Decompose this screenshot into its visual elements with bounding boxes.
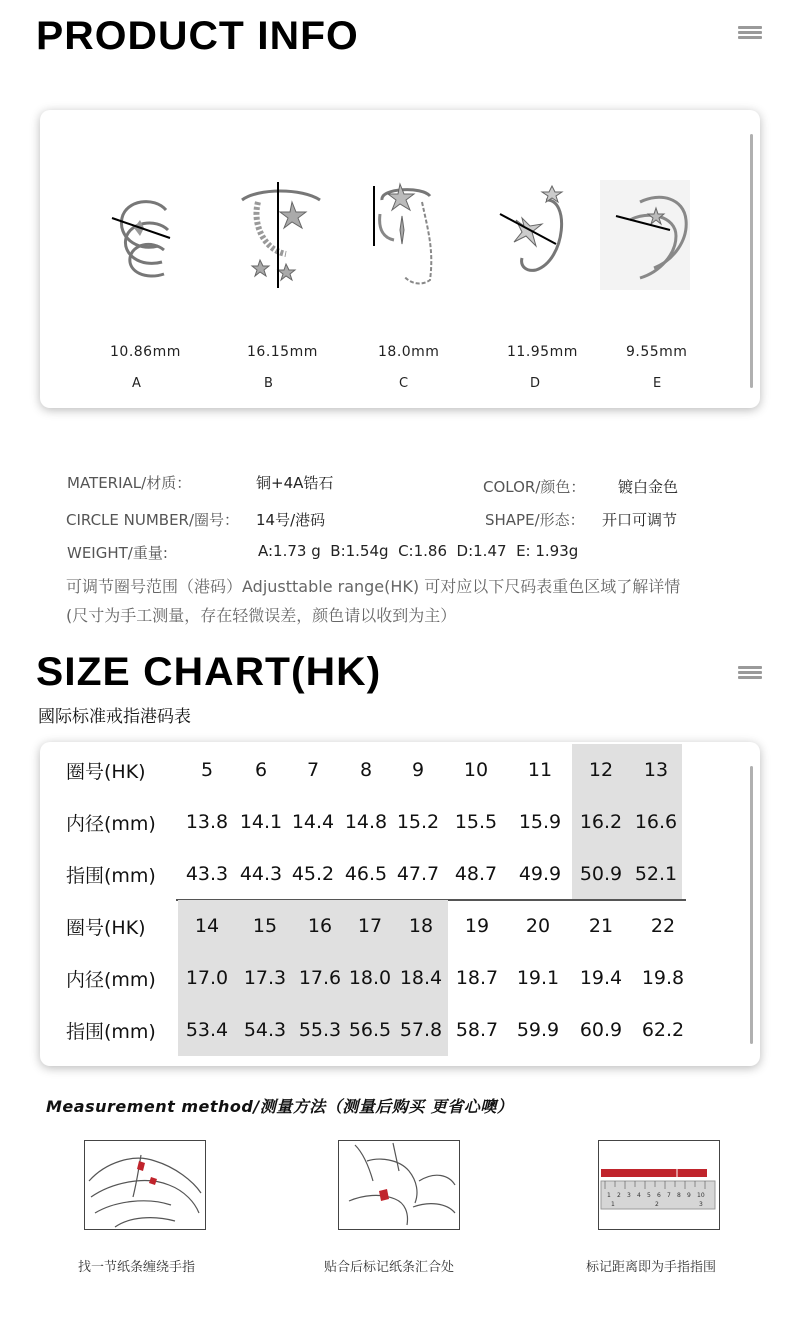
ruler-number: 2 xyxy=(617,1192,621,1199)
ring-d-letter: D xyxy=(530,376,541,391)
table-cell: 15 xyxy=(236,900,294,952)
row-label-hk: 圈号(HK) xyxy=(66,760,146,783)
table-cell: 44.3 xyxy=(239,863,283,885)
table-cell: 14.8 xyxy=(344,811,388,833)
table-cell: 60.9 xyxy=(579,1019,623,1041)
row-label-inner: 内径(mm) xyxy=(66,968,156,991)
table-row xyxy=(64,848,682,900)
table-cell: 50.9 xyxy=(572,848,630,900)
product-card xyxy=(40,110,760,408)
product-info-title: PRODUCT INFO xyxy=(36,14,359,58)
table-cell: 17.0 xyxy=(178,952,236,1004)
ring-d-image xyxy=(496,180,580,290)
table-cell: 19.8 xyxy=(641,967,685,989)
table-cell: 14.1 xyxy=(239,811,283,833)
size-table-block-2 xyxy=(64,900,694,1056)
table-cell: 21 xyxy=(588,915,614,937)
table-cell: 45.2 xyxy=(291,863,335,885)
table-cell: 48.7 xyxy=(454,863,498,885)
measurement-title: Measurement method/测量方法（测量后购买 更省心噢） xyxy=(46,1097,514,1116)
menu-icon[interactable] xyxy=(738,666,762,681)
table-row xyxy=(64,744,682,796)
row-label-inner: 内径(mm) xyxy=(66,812,156,835)
row-label-circ: 指围(mm) xyxy=(66,1020,156,1043)
table-cell: 13.8 xyxy=(185,811,229,833)
ring-b-image xyxy=(238,180,322,290)
table-cell: 59.9 xyxy=(516,1019,560,1041)
material-value: 铜+4A锆石 xyxy=(256,474,334,492)
table-cell: 55.3 xyxy=(294,1004,346,1056)
step-1-caption: 找一节纸条缠绕手指 xyxy=(78,1260,196,1275)
size-chart-title: SIZE CHART(HK) xyxy=(36,650,382,694)
ring-c-letter: C xyxy=(399,376,409,391)
table-cell: 14.4 xyxy=(291,811,335,833)
table-cell: 46.5 xyxy=(344,863,388,885)
table-cell: 18.0 xyxy=(346,952,394,1004)
table-cell: 15.9 xyxy=(518,811,562,833)
ring-d-size: 11.95mm xyxy=(507,344,578,360)
table-cell: 19.4 xyxy=(579,967,623,989)
table-row xyxy=(64,796,682,848)
circle-number-label: CIRCLE NUMBER/圈号： xyxy=(66,511,240,529)
weight-label: WEIGHT/重量: xyxy=(67,544,168,562)
material-label: MATERIAL/材质： xyxy=(67,474,192,492)
ring-c-image xyxy=(364,180,448,290)
table-cell: 15.2 xyxy=(396,811,440,833)
size-chart-subtitle: 國际标准戒指港码表 xyxy=(38,707,191,727)
ruler-number: 8 xyxy=(677,1192,681,1199)
ruler-number: 4 xyxy=(637,1192,641,1199)
scrollbar[interactable] xyxy=(750,134,753,388)
weight-value: A:1.73 g B:1.54g C:1.86 D:1.47 E: 1.93g xyxy=(258,542,579,560)
row-label-circ: 指围(mm) xyxy=(66,864,156,887)
table-cell: 56.5 xyxy=(346,1004,394,1056)
table-row xyxy=(64,1004,694,1056)
ring-b-size: 16.15mm xyxy=(247,344,318,360)
table-cell: 47.7 xyxy=(396,863,440,885)
step-2-caption: 贴合后标记纸条汇合处 xyxy=(324,1260,455,1275)
hand-wrap-icon xyxy=(85,1141,205,1229)
table-cell: 20 xyxy=(525,915,551,937)
menu-icon[interactable] xyxy=(738,26,762,41)
table-cell: 52.1 xyxy=(630,848,682,900)
table-cell: 14 xyxy=(178,900,236,952)
table-cell: 11 xyxy=(527,759,553,781)
shape-label: SHAPE/形态： xyxy=(485,511,585,529)
table-cell: 22 xyxy=(650,915,676,937)
ruler-icon xyxy=(599,1141,719,1229)
ring-a-size: 10.86mm xyxy=(110,344,181,360)
step-2-illustration xyxy=(338,1140,460,1230)
ruler-number: 5 xyxy=(647,1192,651,1199)
table-cell: 7 xyxy=(306,759,320,781)
color-value: 镀白金色 xyxy=(618,478,679,496)
table-cell: 18 xyxy=(394,900,448,952)
table-cell: 43.3 xyxy=(185,863,229,885)
table-row xyxy=(64,952,694,1004)
ruler-number: 3 xyxy=(699,1201,703,1208)
table-cell: 54.3 xyxy=(236,1004,294,1056)
table-cell: 12 xyxy=(572,744,630,796)
table-cell: 16.6 xyxy=(630,796,682,848)
step-1-illustration xyxy=(84,1140,206,1230)
ring-b-letter: B xyxy=(264,376,273,391)
step-3-illustration xyxy=(598,1140,720,1230)
table-cell: 53.4 xyxy=(178,1004,236,1056)
table-cell: 17.6 xyxy=(294,952,346,1004)
size-table-block-1 xyxy=(64,744,682,900)
ring-e-letter: E xyxy=(653,376,662,391)
ring-c-size: 18.0mm xyxy=(378,344,440,360)
table-cell: 5 xyxy=(200,759,214,781)
adjustable-range-note: 可调节圈号范围（港码）Adjusttable range(HK) 可对应以下尺码表重色区域了解详情 xyxy=(66,577,681,596)
ring-e-size: 9.55mm xyxy=(626,344,688,360)
table-cell: 49.9 xyxy=(518,863,562,885)
table-cell: 15.5 xyxy=(454,811,498,833)
ring-a-letter: A xyxy=(132,376,141,391)
table-cell: 9 xyxy=(411,759,425,781)
table-cell: 6 xyxy=(254,759,268,781)
table-cell: 62.2 xyxy=(641,1019,685,1041)
measurement-disclaimer: (尺寸为手工测量，存在轻微误差，颜色请以收到为主） xyxy=(66,606,457,625)
scrollbar[interactable] xyxy=(750,766,753,1044)
ring-e-image xyxy=(600,180,690,290)
ruler-number: 10 xyxy=(697,1192,705,1199)
ruler-number: 6 xyxy=(657,1192,661,1199)
table-cell: 17 xyxy=(346,900,394,952)
ruler-number: 7 xyxy=(667,1192,671,1199)
table-cell: 16 xyxy=(294,900,346,952)
ruler-number: 1 xyxy=(607,1192,611,1199)
table-row xyxy=(64,900,694,952)
row-label-hk: 圈号(HK) xyxy=(66,916,146,939)
table-cell: 19 xyxy=(464,915,490,937)
ruler-number: 2 xyxy=(655,1201,659,1208)
table-cell: 19.1 xyxy=(516,967,560,989)
ruler-number: 1 xyxy=(611,1201,615,1208)
shape-value: 开口可调节 xyxy=(602,511,678,529)
circle-number-value: 14号/港码 xyxy=(256,511,326,529)
table-cell: 10 xyxy=(463,759,489,781)
ruler-number: 9 xyxy=(687,1192,691,1199)
table-cell: 18.7 xyxy=(455,967,499,989)
step-3-caption: 标记距离即为手指指围 xyxy=(586,1260,717,1275)
ring-a-image xyxy=(106,180,190,290)
color-label: COLOR/颜色： xyxy=(483,478,586,496)
table-cell: 13 xyxy=(630,744,682,796)
table-cell: 17.3 xyxy=(236,952,294,1004)
table-cell: 16.2 xyxy=(572,796,630,848)
table-cell: 18.4 xyxy=(394,952,448,1004)
ruler-number: 3 xyxy=(627,1192,631,1199)
mark-paper-icon xyxy=(339,1141,459,1229)
table-cell: 8 xyxy=(359,759,373,781)
table-cell: 57.8 xyxy=(394,1004,448,1056)
table-cell: 58.7 xyxy=(455,1019,499,1041)
